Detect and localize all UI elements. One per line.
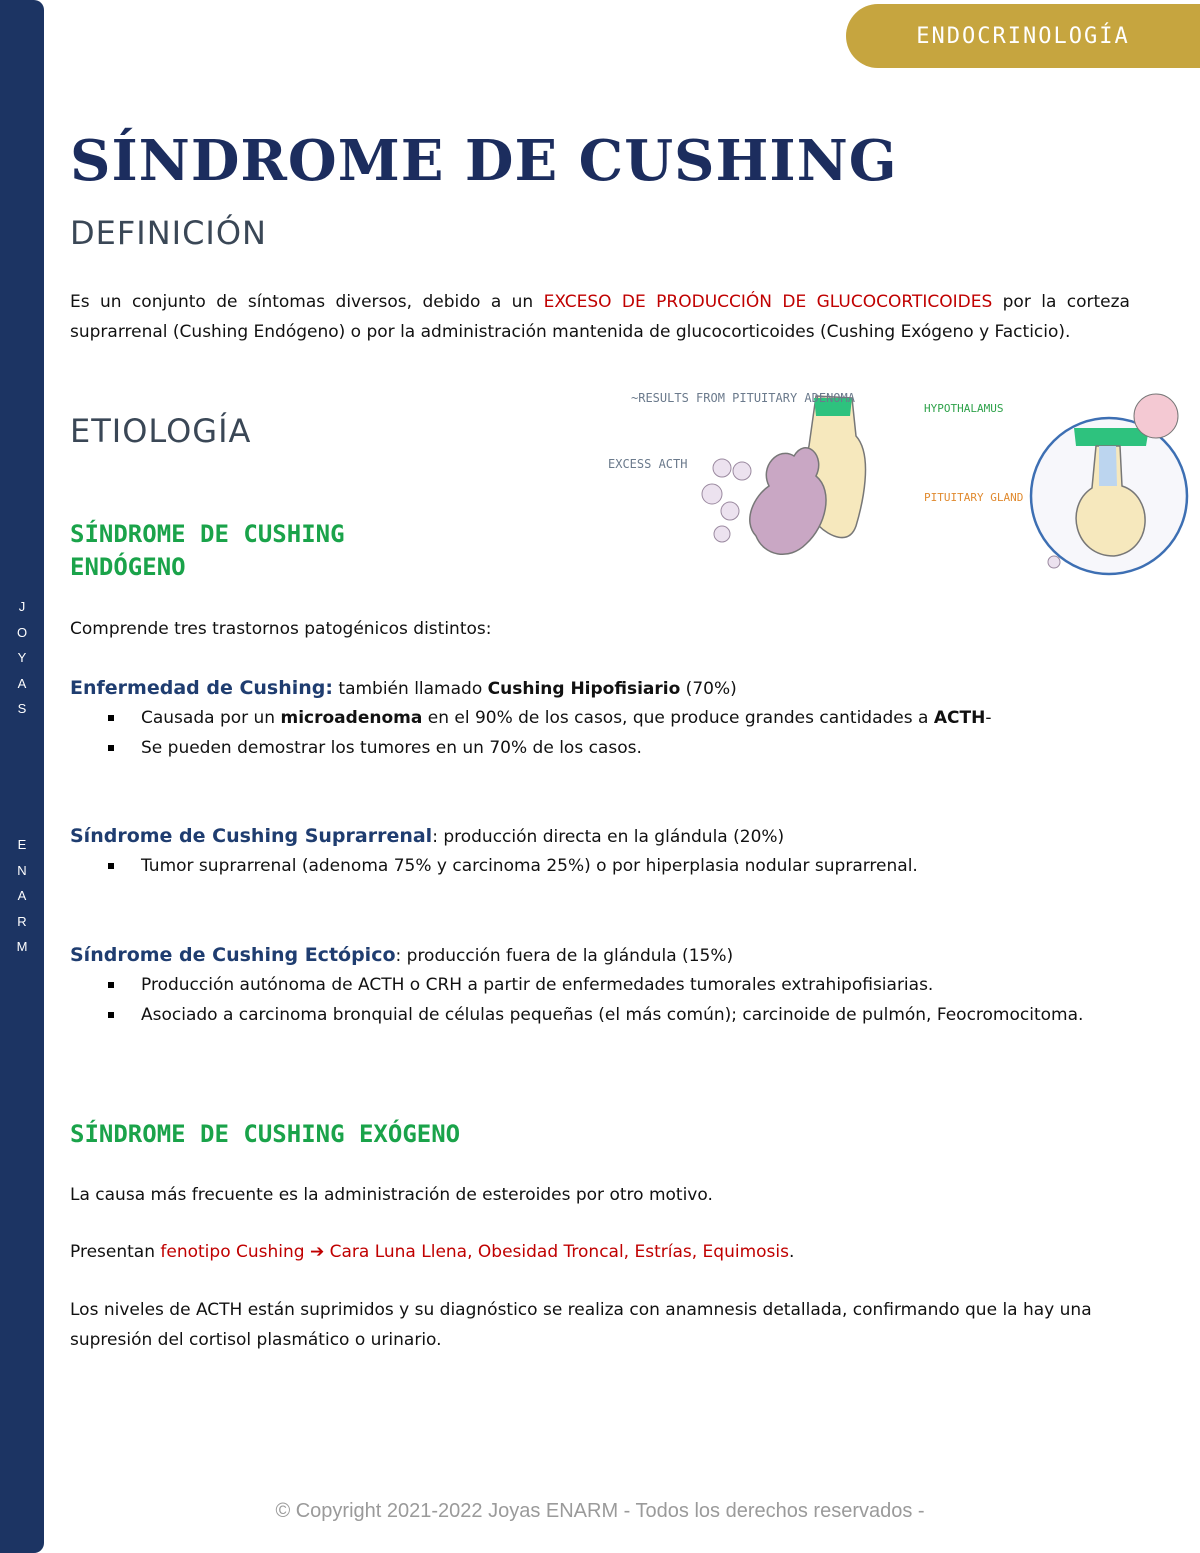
definicion-highlight: EXCESO DE PRODUCCIÓN DE GLUCOCORTICOIDES (543, 292, 993, 312)
sidebar-vertical-text-enarm: E N A R M (16, 837, 28, 954)
list-item: Producción autónoma de ACTH o CRH a partir de enfermedades tumorales extrahipofisiarias. (108, 970, 1130, 1000)
endogeno-heading-line1: SÍNDROME DE CUSHING (70, 520, 345, 548)
section-tag: ENDOCRINOLOGÍA (846, 4, 1200, 68)
sidebar-vertical-text-joyas: J O Y A S (16, 599, 28, 716)
footer-copyright: © Copyright 2021-2022 Joyas ENARM - Todos los derechos reservados - (275, 1500, 925, 1522)
definicion-text-1: Es un conjunto de síntomas diversos, debido a un (70, 292, 544, 312)
endogeno-heading (70, 518, 345, 584)
exogeno-paragraph-2: Presentan fenotipo Cushing ➔ Cara Luna Llena, Obesidad Troncal, Estrías, Equimosis. (70, 1242, 795, 1262)
definicion-text-2: por la corteza suprarrenal (Cushing Endógeno) o por la administración mantenida de glucocorticoides (Cushing Exógeno y Facticio). (70, 292, 1130, 342)
definicion-heading: DEFINICIÓN (70, 214, 267, 252)
page-title: SÍNDROME DE CUSHING (70, 128, 898, 194)
exogeno-paragraph-1: La causa más frecuente es la administración de esteroides por otro motivo. (70, 1185, 713, 1205)
enfermedad-cushing-line (70, 673, 737, 704)
endogeno-intro: Comprende tres trastornos patogénicos distintos: (70, 619, 492, 639)
list-item: Causada por un microadenoma en el 90% de los casos, que produce grandes cantidades a ACTH- (108, 703, 1130, 733)
ectopico-line (70, 940, 733, 971)
illus-excess-acth: EXCESS ACTH (608, 457, 688, 471)
enfermedad-cushing-desc-2: (70%) (680, 679, 737, 699)
hypothalamus-pituitary-drawing (1031, 394, 1187, 574)
exogeno-paragraph-3: Los niveles de ACTH están suprimidos y su diagnóstico se realiza con anamnesis detallada, confirmando que la hay una supresión del cortisol plasmático o urinario. (70, 1300, 1092, 1350)
ectopico-list (108, 970, 1130, 1030)
enfermedad-cushing-list (108, 703, 1130, 763)
list-item: Asociado a carcinoma bronquial de células pequeñas (el más común); carcinoide de pulmón, Feocromocitoma. (108, 1000, 1130, 1030)
illus-left-caption: ~RESULTS FROM PITUITARY ADENOMA (631, 391, 855, 405)
enfermedad-cushing-name: Enfermedad de Cushing: (70, 677, 333, 699)
suprarrenal-desc: : producción directa en la glándula (20%) (432, 827, 785, 847)
list-item: Tumor suprarrenal (adenoma 75% y carcinoma 25%) o por hiperplasia nodular suprarrenal. (108, 851, 1130, 881)
suprarrenal-list (108, 851, 1130, 881)
side-bar (0, 0, 44, 1553)
ectopico-name: Síndrome de Cushing Ectópico (70, 944, 396, 966)
list-item: Se pueden demostrar los tumores en un 70% de los casos. (108, 733, 1130, 763)
pituitary-illustration (594, 376, 1194, 576)
illus-pituitary: PITUITARY GLAND (924, 491, 1024, 504)
suprarrenal-line (70, 821, 784, 852)
fenotipo-cushing-text: fenotipo Cushing ➔ Cara Luna Llena, Obesidad Troncal, Estrías, Equimosis (160, 1242, 789, 1262)
enfermedad-cushing-desc-bold: Cushing Hipofisiario (487, 679, 681, 699)
exogeno-heading: SÍNDROME DE CUSHING EXÓGENO (70, 1120, 461, 1148)
suprarrenal-name: Síndrome de Cushing Suprarrenal (70, 825, 433, 847)
ectopico-desc: : producción fuera de la glándula (15%) (395, 946, 734, 966)
adenoma-drawing (702, 396, 866, 554)
definicion-paragraph (70, 287, 1130, 347)
illus-hypothalamus: HYPOTHALAMUS (924, 402, 1004, 415)
enfermedad-cushing-desc-1: también llamado (333, 679, 488, 699)
endogeno-heading-line2: ENDÓGENO (70, 553, 186, 581)
etiologia-heading: ETIOLOGÍA (70, 412, 252, 450)
